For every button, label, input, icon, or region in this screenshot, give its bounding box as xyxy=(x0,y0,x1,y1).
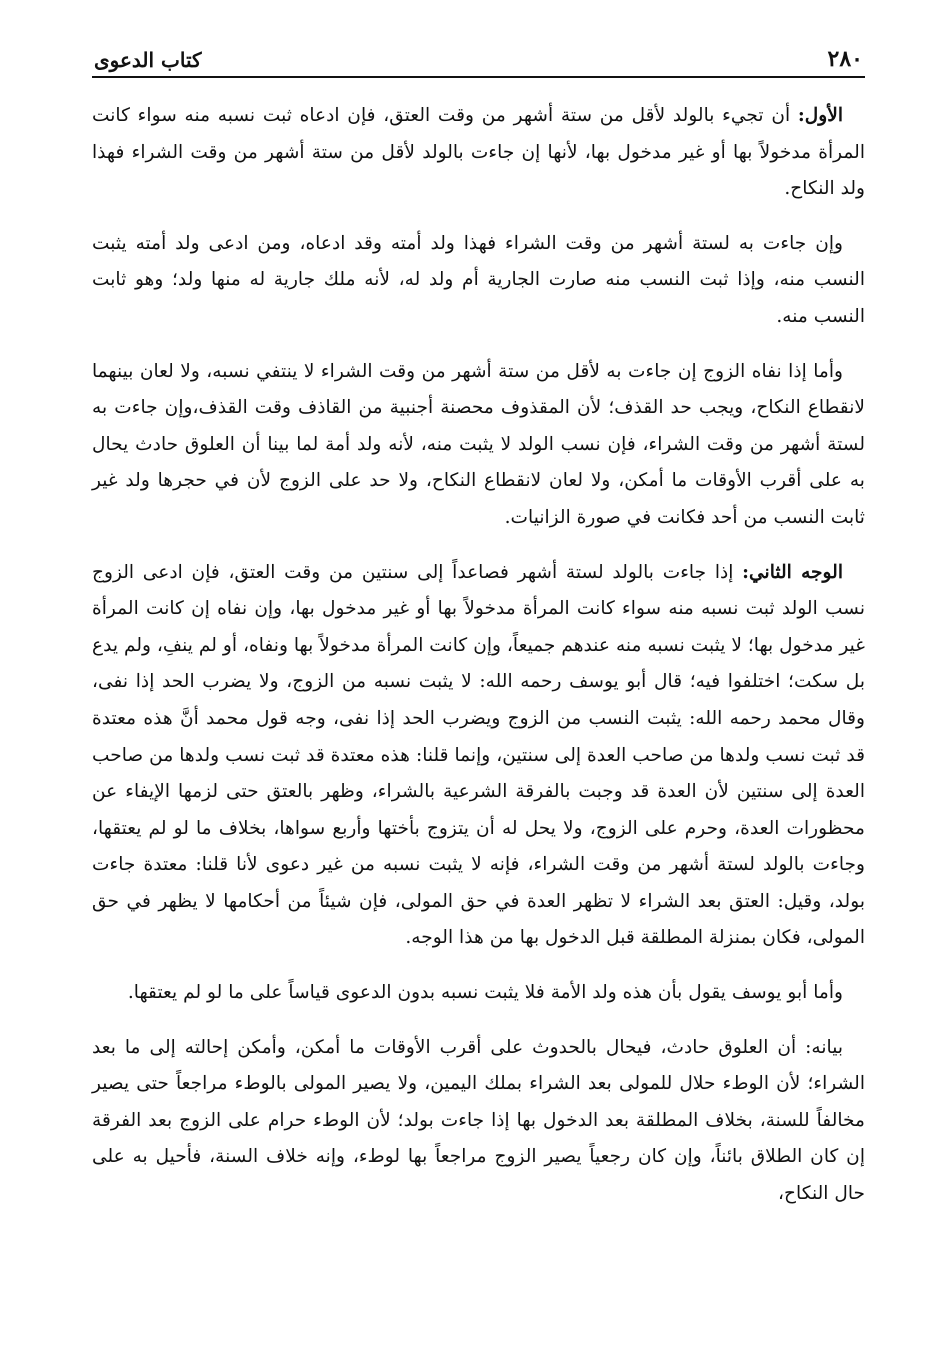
body-text xyxy=(92,98,865,1213)
paragraph xyxy=(92,975,865,1012)
paragraph-text: إذا جاءت بالولد لستة أشهر فصاعداً إلى سنتين من وقت العتق، فإن ادعى الزوج نسب الولد ثبت نسبه منه سواء كانت المرأة مدخولاً بها أو غير مدخول بها، وإن نفاه إن كانت المرأة غير مدخول بها؛ لا يثبت نسبه منه عندهم جميعاً، وإن كانت المرأة مدخولاً بها ونفاه، أو لم ينفِ، ولم يدع بل سكت؛ اختلفوا فيه؛ قال أبو يوسف رحمه الله: لا يثبت نسبه من الزوج، ولا يضرب الحد إذا نفى، وقال محمد رحمه الله: يثبت النسب من الزوج ويضرب الحد إذا نفى، وجه قول محمد أنَّ هذه معتدة قد ثبت نسب ولدها من صاحب العدة إلى سنتين، وإنما قلنا: هذه معتدة قد ثبت نسب ولدها من صاحب العدة إلى سنتين لأن العدة قد وجبت بالفرقة الشرعية بالشراء، وظهر بالعتق حتى لزمها الإيفاء عن محظورات العدة، وحرم على الزوج، ولا يحل له أن يتزوج بأختها وأربع سواها، بخلاف ما لو لم يعتقها، وجاءت بالولد لستة أشهر من وقت الشراء، فإنه لا يثبت نسبه من غير دعوى لأنا قلنا: معتدة جاءت بولد، وقيل: العتق بعد الشراء لا تظهر العدة في حق المولى، فإن شيئاً من أحكامها لا يظهر في حق المولى، فكان بمنزلة المطلقة قبل الدخول بها من هذا الوجه. xyxy=(92,561,865,949)
paragraph-lead: الوجه الثاني: xyxy=(742,561,843,583)
paragraph-text: أن تجيء بالولد لأقل من ستة أشهر من وقت العتق، فإن ادعاه ثبت نسبه منه سواء كانت المرأة مدخولاً بها أو غير مدخول بها، لأنها إن جاءت بالولد لأقل من ستة أشهر من وقت الشراء فهذا ولد النكاح. xyxy=(92,105,865,200)
page-number: ٢٨٠ xyxy=(827,46,863,72)
paragraph-first-case xyxy=(92,98,865,208)
paragraph-lead: الأول: xyxy=(797,105,843,126)
paragraph-text: وإن جاءت به لستة أشهر من وقت الشراء فهذا ولد أمته وقد ادعاه، ومن ادعى ولد أمته يثبت النسب منه، وإذا ثبت النسب منه صارت الجارية أم ولد له، لأنه ملك جارية له منها ولد؛ وهو ثابت النسب منه. xyxy=(92,232,865,327)
book-title: كتاب الدعوى xyxy=(94,48,202,72)
paragraph xyxy=(92,354,865,537)
paragraph-second-case xyxy=(92,555,865,958)
running-header xyxy=(92,34,865,78)
book-page xyxy=(92,34,865,1363)
paragraph xyxy=(92,1030,865,1213)
paragraph-text: وأما أبو يوسف يقول بأن هذه ولد الأمة فلا يثبت نسبه بدون الدعوى قياساً على ما لو لم يعتقها. xyxy=(127,982,843,1004)
paragraph-text: بيانه: أن العلوق حادث، فيحال بالحدوث على أقرب الأوقات ما أمكن، وأمكن إحالته إلى ما بعد الشراء؛ لأن الوطء حلال للمولى بعد الشراء بملك اليمين، ولا يصير المولى بالوطء مراجعاً حتى يصير مخالفاً للسنة، بخلاف المطلقة بعد الدخول بها إذا جاءت بولد؛ لأن الوطء حرام على الزوج بعد الفرقة إن كان الطلاق بائناً، وإن كان رجعياً يصير الزوج مراجعاً بها لوطء، وإنه خلاف السنة، فأحيل به على حال النكاح، xyxy=(92,1036,865,1205)
paragraph-text: وأما إذا نفاه الزوج إن جاءت به لأقل من ستة أشهر من وقت الشراء لا ينتفي نسبه، ولا لعان بينهما لانقطاع النكاح، ويجب حد القذف؛ لأن المقذوف محصنة أجنبية من القاذف وقت القذف،وإن جاءت به لستة أشهر من وقت الشراء، فإن نسب الولد لا يثبت منه، لأنه ولد أمة لما بينا أن العلوق حادث يحال به على أقرب الأوقات ما أمكن، ولا لعان لانقطاع النكاح، ولا حد على الزوج لأن في حجرها ولد غير ثابت النسب من أحد فكانت في صورة الزانيات. xyxy=(92,360,865,528)
paragraph xyxy=(92,226,865,336)
